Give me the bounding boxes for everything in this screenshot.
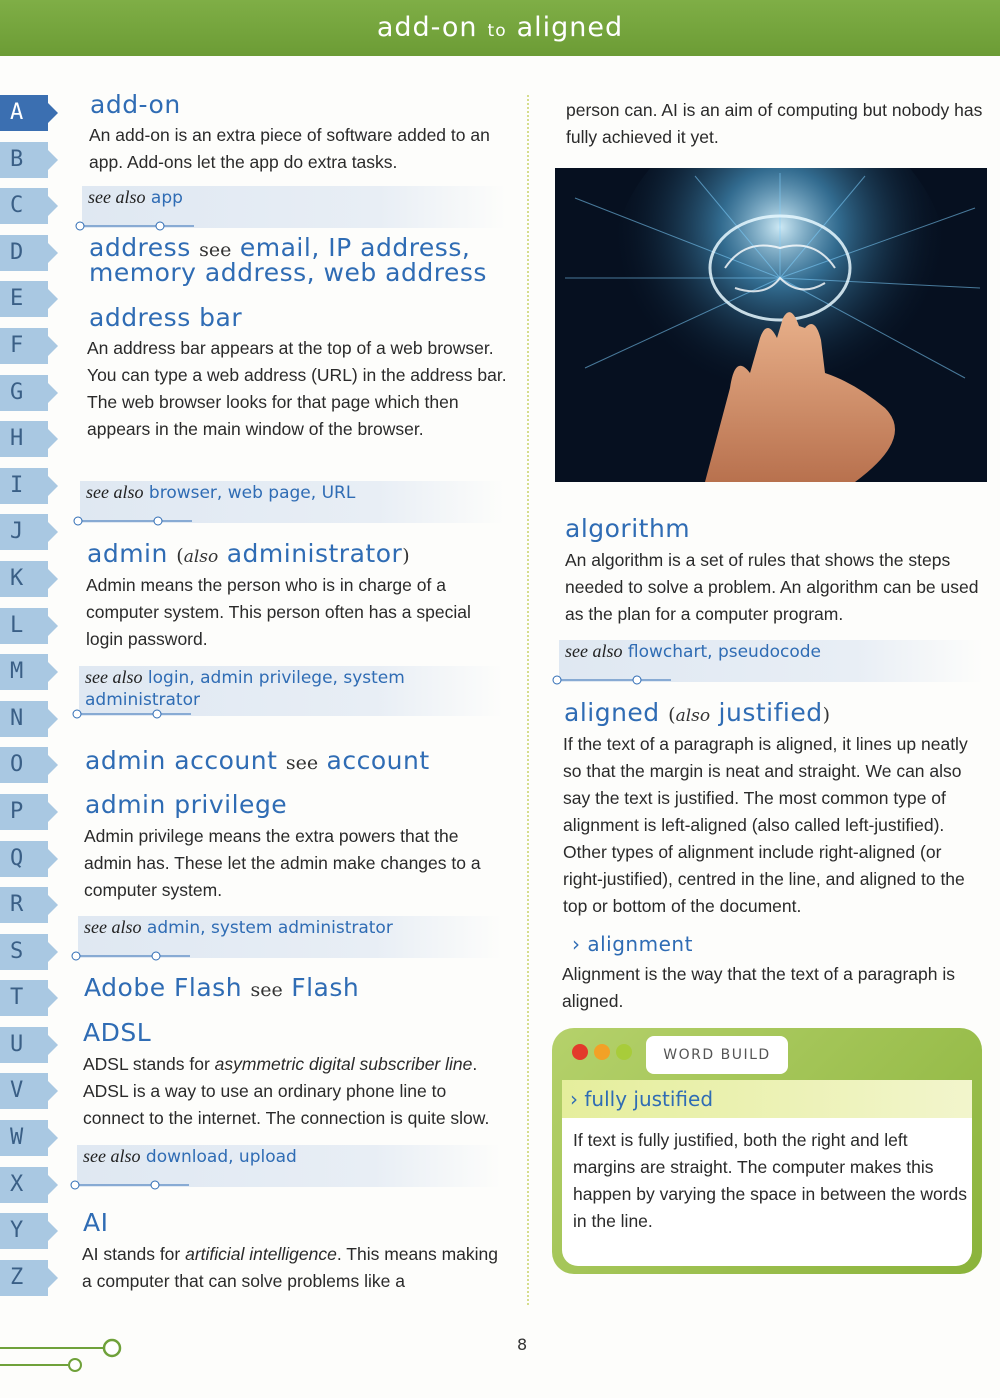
tab-letter-r[interactable]: R	[0, 887, 48, 923]
link-download[interactable]: download,	[145, 1147, 234, 1167]
tab-letter-g[interactable]: G	[0, 375, 48, 411]
link-system-administrator-2[interactable]: system administrator	[210, 918, 393, 938]
tab-letter-z[interactable]: Z	[0, 1260, 48, 1296]
link-browser[interactable]: browser,	[148, 483, 223, 503]
tab-letter-t[interactable]: T	[0, 980, 48, 1016]
link-login[interactable]: login,	[147, 668, 195, 688]
definition-admin: Admin means the person who is in charge of a computer system. This person often has a special login password.	[86, 575, 471, 649]
link-account[interactable]: account	[326, 746, 430, 775]
headword-algorithm: algorithm	[565, 514, 691, 543]
headword-address-bar: address bar	[89, 303, 243, 332]
ai-brain-photo	[555, 168, 987, 482]
definition-algorithm: An algorithm is a set of rules that shows the steps needed to solve a problem. An algorithm can be used as the plan for a computer program.	[565, 550, 979, 624]
circuit-line-icon	[71, 706, 201, 722]
headword-adobe-flash: Adobe Flash see Flash	[84, 973, 360, 1002]
chevron-right-icon: ›	[570, 1087, 578, 1111]
circuit-line-icon	[74, 218, 204, 234]
tab-letter-l[interactable]: L	[0, 608, 48, 644]
definition-alignment: Alignment is the way that the text of a paragraph is aligned.	[562, 964, 955, 1011]
tab-letter-x[interactable]: X	[0, 1167, 48, 1203]
link-web-address[interactable]: web address	[323, 258, 487, 287]
link-url[interactable]: URL	[321, 483, 356, 503]
definition-admin-privilege: Admin privilege means the extra powers that the admin has. These let the admin make changes to a computer system.	[84, 826, 481, 900]
tab-letter-f[interactable]: F	[0, 328, 48, 364]
tab-letter-y[interactable]: Y	[0, 1213, 48, 1249]
headword-address: address see email, IP address,	[89, 233, 471, 262]
definition-adsl: ADSL stands for asymmetric digital subscriber line. ADSL is a way to use an ordinary phone line to connect to the internet. The connection is quite slow.	[83, 1054, 490, 1128]
alphabet-tabs	[0, 95, 60, 1306]
tab-letter-n[interactable]: N	[0, 701, 48, 737]
link-email[interactable]: email,	[239, 233, 320, 262]
headword-admin-privilege: admin privilege	[85, 790, 288, 819]
brain-hand-image-icon	[555, 168, 987, 482]
tab-letter-s[interactable]: S	[0, 934, 48, 970]
see-also-address-bar: see also browser, web page, URL	[80, 481, 504, 523]
tab-letter-p[interactable]: P	[0, 794, 48, 830]
link-administrator[interactable]: administrator	[226, 539, 403, 568]
tab-letter-b[interactable]: B	[0, 142, 48, 178]
definition-address-bar: An address bar appears at the top of a web browser. You can type a web address (URL) in the address bar. The web browser looks for that page which then appears in the main window of the browser.	[87, 338, 507, 439]
word-build-label: WORD BUILD	[646, 1036, 788, 1074]
headword-aligned: aligned (also justified)	[564, 698, 831, 727]
tab-letter-j[interactable]: J	[0, 514, 48, 550]
column-divider	[527, 95, 529, 1305]
headword-admin-account: admin account see account	[85, 746, 430, 775]
link-flowchart[interactable]: flowchart,	[627, 642, 713, 662]
tab-letter-e[interactable]: E	[0, 281, 48, 317]
link-admin-privilege[interactable]: admin privilege,	[200, 668, 338, 688]
definition-ai-continued: person can. AI is an aim of computing but nobody has fully achieved it yet.	[566, 100, 983, 147]
subentry-alignment: › alignment	[572, 932, 693, 956]
tab-letter-w[interactable]: W	[0, 1120, 48, 1156]
chevron-right-icon: ›	[572, 932, 581, 956]
page-header	[0, 0, 1000, 56]
tab-letter-c[interactable]: C	[0, 188, 48, 224]
definition-addon: An add-on is an extra piece of software added to an app. Add-ons let the app do extra tasks.	[89, 125, 490, 172]
see-also-admin: see also login, admin privilege, system administrator	[79, 666, 503, 716]
header-start-word: add-on	[376, 12, 478, 43]
link-upload[interactable]: upload	[238, 1147, 297, 1167]
header-to: to	[487, 21, 507, 41]
link-justified[interactable]: justified	[718, 698, 823, 727]
circuit-line-icon	[551, 672, 681, 688]
link-memory-address[interactable]: memory address,	[89, 258, 316, 287]
link-app[interactable]: app	[150, 188, 183, 208]
headword-address-cont	[89, 260, 487, 285]
tab-letter-i[interactable]: I	[0, 468, 48, 504]
tab-letter-m[interactable]: M	[0, 654, 48, 690]
tab-letter-k[interactable]: K	[0, 561, 48, 597]
tab-letter-o[interactable]: O	[0, 747, 48, 783]
see-also-algorithm: see also flowchart, pseudocode	[559, 640, 983, 682]
link-system-administrator[interactable]: system administrator	[85, 668, 405, 710]
red-dot-icon	[572, 1044, 588, 1060]
page-number: 8	[517, 1335, 528, 1354]
definition-ai: AI stands for artificial intelligence. This means making a computer that can solve problems like a	[82, 1244, 498, 1291]
word-build-term-bar	[562, 1080, 972, 1118]
orange-dot-icon	[594, 1044, 610, 1060]
header-title	[0, 12, 1000, 43]
headword-adsl: ADSL	[83, 1018, 152, 1047]
tab-letter-q[interactable]: Q	[0, 841, 48, 877]
tab-letter-u[interactable]: U	[0, 1027, 48, 1063]
link-web-page[interactable]: web page,	[227, 483, 317, 503]
tab-letter-v[interactable]: V	[0, 1073, 48, 1109]
tab-letter-a[interactable]: A	[0, 95, 48, 131]
word-build-definition: If text is fully justified, both the right and left margins are straight. The computer makes this happen by varying the space in between the words in the line.	[573, 1130, 968, 1231]
see-also-admin-privilege: see also admin, system administrator	[78, 916, 502, 958]
see-also-addon: see also app	[82, 186, 506, 228]
circuit-line-icon	[72, 513, 202, 529]
circuit-line-icon	[69, 1177, 199, 1193]
headword-addon: add-on	[90, 90, 181, 119]
green-dot-icon	[616, 1044, 632, 1060]
header-end-word: aligned	[516, 12, 624, 43]
link-ip-address[interactable]: IP address,	[328, 233, 471, 262]
definition-aligned: If the text of a paragraph is aligned, it lines up neatly so that the margin is neat and straight. We can also say the text is justified. The most common type of alignment is left-aligned (also called left-justified). Other types of alignment include right-aligned (or right-justified), centred in the line, and aligned to the top or bottom of the document.	[563, 734, 968, 916]
tab-letter-h[interactable]: H	[0, 421, 48, 457]
link-pseudocode[interactable]: pseudocode	[717, 642, 822, 662]
word-build-box	[552, 1028, 982, 1274]
headword-ai: AI	[83, 1208, 109, 1237]
see-also-adsl: see also download, upload	[77, 1145, 501, 1187]
footer-circuit-icon	[0, 1335, 140, 1375]
circuit-line-icon	[70, 948, 200, 964]
tab-letter-d[interactable]: D	[0, 235, 48, 271]
link-admin[interactable]: admin,	[146, 918, 206, 938]
word-build-term: › fully justified	[570, 1087, 714, 1111]
headword-admin: admin (also administrator)	[87, 539, 410, 568]
link-flash[interactable]: Flash	[291, 973, 360, 1002]
